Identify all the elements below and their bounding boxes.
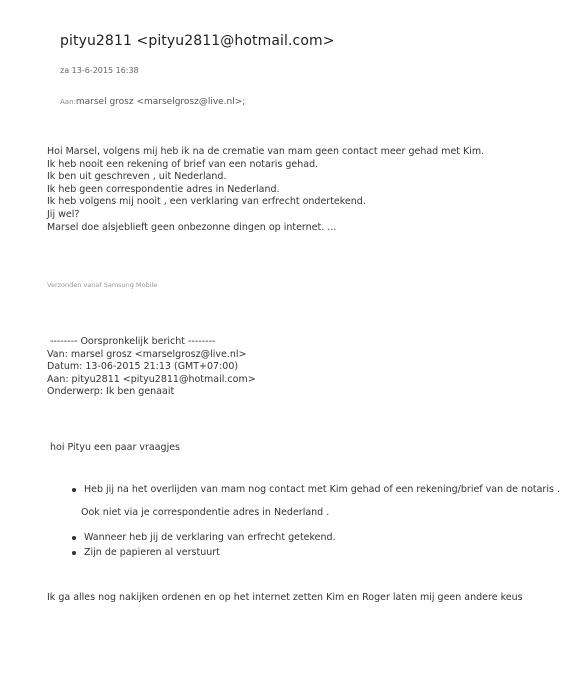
sent-date: za 13-6-2015 16:38 [60, 66, 139, 75]
body-line: Ik heb geen correspondentie adres in Nederland. [47, 183, 280, 195]
mobile-signature: Verzonden vanaf Samsung Mobile [47, 281, 158, 289]
list-item-text: Zijn de papieren al verstuurt [84, 547, 220, 558]
body-line: Marsel doe alsjeblieft geen onbezonne dingen op internet. ... [47, 221, 337, 233]
original-date: Datum: 13-06-2015 21:13 (GMT+07:00) [47, 361, 239, 373]
original-greeting: hoi Pityu een paar vraagjes [50, 442, 181, 453]
bullet-icon [72, 488, 76, 492]
sender-line: pityu2811 <pityu2811@hotmail.com> [60, 33, 335, 49]
recipient-line [60, 97, 245, 107]
original-to: Aan: pityu2811 <pityu2811@hotmail.com> [47, 373, 256, 385]
original-message-header [47, 336, 256, 399]
recipient-label: Aan: [60, 98, 76, 106]
bullet-icon [72, 551, 76, 555]
list-item [72, 484, 560, 495]
message-body [47, 146, 484, 234]
body-line: Hoi Marsel, volgens mij heb ik na de crematie van mam geen contact meer gehad met Kim. [47, 146, 485, 157]
body-line: Jij wel? [47, 208, 80, 220]
list-note: Ook niet via je correspondentie adres in Nederland . [81, 507, 330, 518]
list-item-text: Wanneer heb jij de verklaring van erfrecht getekend. [84, 532, 336, 543]
recipient-address: marsel grosz <marselgrosz@live.nl>; [75, 97, 246, 107]
body-line: Ik heb volgens mij nooit , een verklaring van erfrecht ondertekend. [47, 196, 366, 208]
list-item [72, 532, 336, 543]
list-item-text: Heb jij na het overlijden van mam nog contact met Kim gehad of een rekening/brief van de notaris . [84, 484, 560, 495]
original-subject: Onderwerp: Ik ben genaait [47, 386, 175, 398]
closing-line: Ik ga alles nog nakijken ordenen en op het internet zetten Kim en Roger laten mij geen andere keus [47, 592, 523, 603]
list-item [72, 547, 220, 558]
body-line: Ik heb nooit een rekening of brief van een notaris gehad. [47, 158, 319, 170]
bullet-icon [72, 536, 76, 540]
original-from: Van: marsel grosz <marselgrosz@live.nl> [47, 348, 247, 360]
original-message-divider: -------- Oorspronkelijk bericht -------- [50, 336, 216, 347]
body-line: Ik ben uit geschreven , uit Nederland. [47, 171, 227, 183]
